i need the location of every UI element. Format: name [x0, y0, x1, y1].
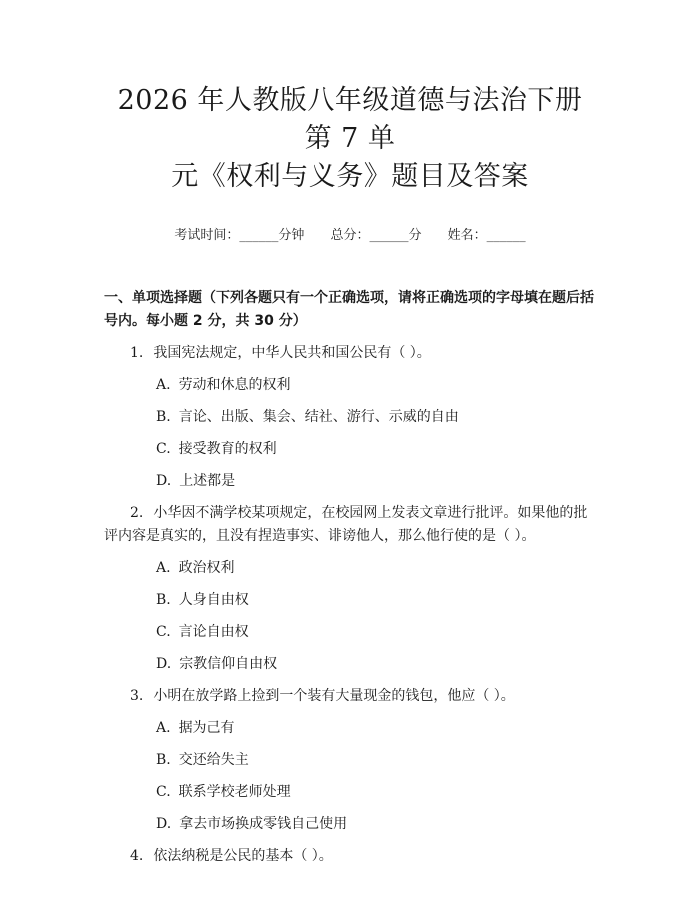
option-letter: B.	[156, 752, 171, 768]
option-text: 接受教育的权利	[178, 441, 277, 457]
option-text: 劳动和休息的权利	[178, 377, 291, 393]
exam-score: 总分：______分	[330, 228, 422, 243]
option-list	[156, 717, 596, 836]
option-item	[156, 589, 596, 612]
option-letter: D.	[156, 656, 172, 672]
question-3	[104, 685, 596, 708]
question-1	[104, 342, 596, 365]
option-text: 上述都是	[179, 473, 236, 489]
option-text: 联系学校老师处理	[178, 784, 291, 800]
option-text: 言论自由权	[178, 624, 249, 640]
question-text: 依法纳税是公民的基本（ ）。	[153, 848, 333, 864]
option-text: 据为己有	[178, 720, 235, 736]
option-text: 政治权利	[178, 560, 235, 576]
option-list	[156, 374, 596, 493]
question-number: 1.	[130, 345, 144, 361]
option-item	[156, 749, 596, 772]
option-item	[156, 621, 596, 644]
question-text: 小明在放学路上捡到一个装有大量现金的钱包，他应（ ）。	[153, 688, 515, 704]
option-letter: C.	[156, 624, 171, 640]
option-letter: C.	[156, 784, 171, 800]
option-item	[156, 653, 596, 676]
question-text: 我国宪法规定，中华人民共和国公民有（ ）。	[153, 345, 431, 361]
option-text: 宗教信仰自由权	[179, 656, 278, 672]
option-item	[156, 438, 596, 461]
exam-time: 考试时间：______分钟	[174, 228, 305, 243]
option-letter: A.	[156, 377, 171, 393]
option-text: 交还给失主	[178, 752, 249, 768]
option-letter: B.	[156, 409, 171, 425]
title-line-1: 2026 年人教版八年级道德与法治下册第 7 单	[117, 85, 583, 154]
question-2	[104, 502, 596, 548]
question-4	[104, 845, 596, 868]
document-title	[104, 82, 596, 196]
option-letter: D.	[156, 816, 172, 832]
option-list	[156, 557, 596, 676]
option-item	[156, 406, 596, 429]
option-item	[156, 374, 596, 397]
question-number: 4.	[130, 848, 144, 864]
question-number: 3.	[130, 688, 144, 704]
exam-info	[104, 224, 596, 243]
title-line-2: 元《权利与义务》题目及答案	[171, 161, 529, 192]
option-item	[156, 717, 596, 740]
question-number: 2.	[130, 505, 144, 521]
option-text: 人身自由权	[178, 592, 249, 608]
option-text: 拿去市场换成零钱自己使用	[179, 816, 348, 832]
question-list	[104, 342, 596, 868]
option-letter: A.	[156, 560, 171, 576]
question-text: 小华因不满学校某项规定，在校园网上发表文章进行批评。如果他的批评内容是真实的，且没有捏造事实、诽谤他人，那么他行使的是（ ）。	[104, 505, 588, 544]
option-text: 言论、出版、集会、结社、游行、示威的自由	[178, 409, 459, 425]
option-item	[156, 470, 596, 493]
option-letter: B.	[156, 592, 171, 608]
option-item	[156, 813, 596, 836]
section-heading: 一、单项选择题（下列各题只有一个正确选项，请将正确选项的字母填在题后括号内。每小题 2 分，共 30 分）	[104, 290, 594, 329]
option-item	[156, 557, 596, 580]
option-letter: A.	[156, 720, 171, 736]
student-name: 姓名：______	[447, 228, 526, 243]
option-letter: C.	[156, 441, 171, 457]
option-item	[156, 781, 596, 804]
option-letter: D.	[156, 473, 172, 489]
